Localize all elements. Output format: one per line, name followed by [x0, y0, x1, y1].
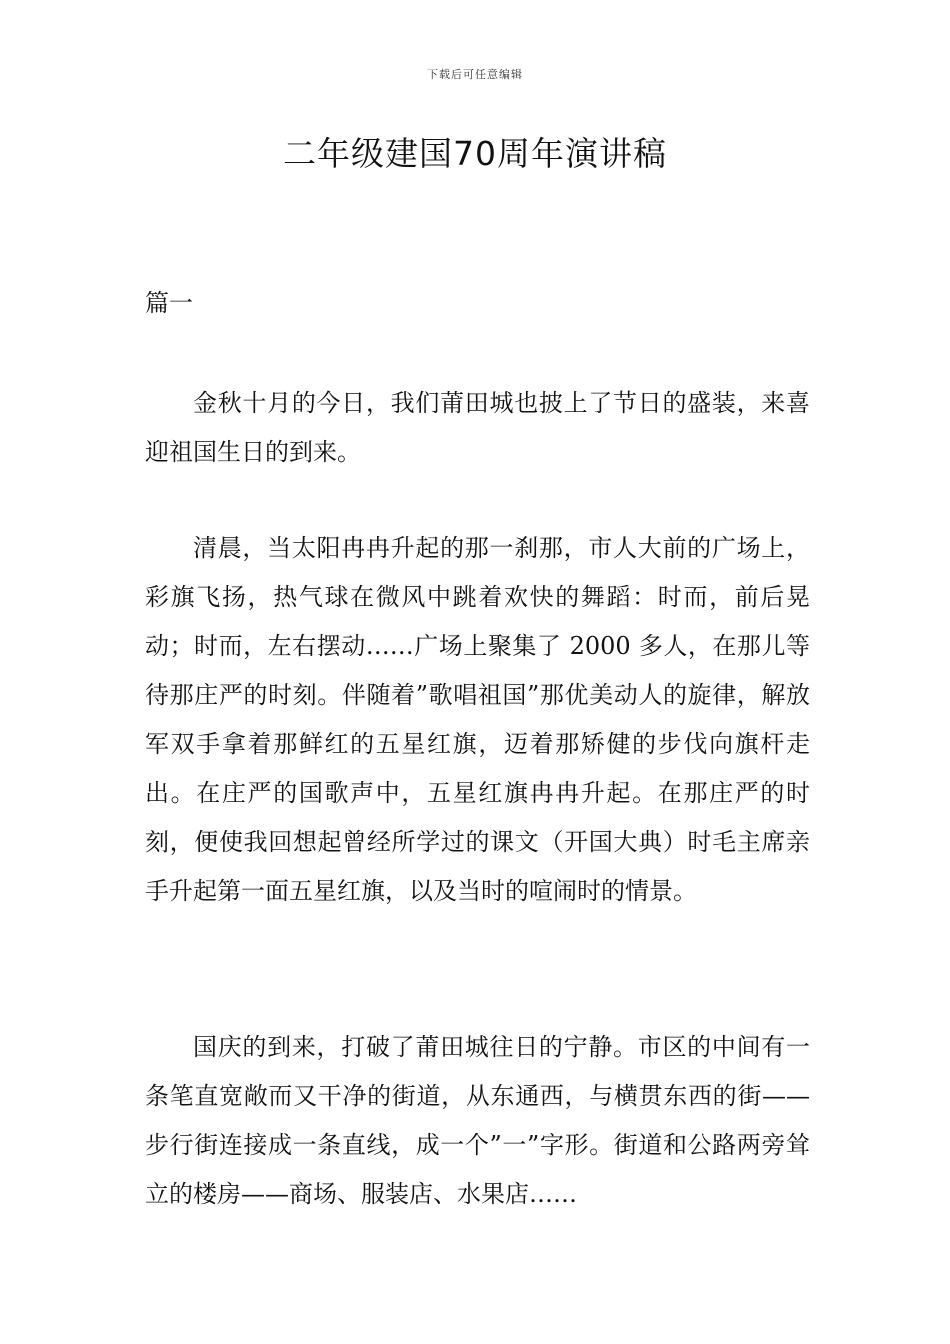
paragraph: 清晨，当太阳冉冉升起的那一刹那，市人大前的广场上，彩旗飞扬，热气球在微风中跳着欢快的舞蹈：时而，前后晃动；时而，左右摆动……广场上聚集了 2000 多人，在那儿等待那庄严的时刻。伴随着”歌唱祖国”那优美动人的旋律，解放军双手拿着那鲜红的五星红旗，迈着那矫健的步伐向旗杆走出。在庄严的国歌声中，五星红旗冉冉升起。在那庄严的时刻，便使我回想起曾经所学过的课文（开国大典）时毛主席亲手升起第一面五星红旗，以及当时的喧闹时的情景。 [145, 534, 810, 905]
paragraph: 金秋十月的今日，我们莆田城也披上了节日的盛装，来喜迎祖国生日的到来。 [145, 389, 810, 466]
paragraph-1-block [145, 379, 810, 477]
document-title: 二年级建国70周年演讲稿 [283, 134, 667, 173]
paragraph: 国庆的到来，打破了莆田城往日的宁静。市区的中间有一条笔直宽敞而又干净的街道，从东通西，与横贯东西的街——步行街连接成一条直线，成一个”一”字形。街道和公路两旁耸立的楼房——商场、服装店、水果店…… [145, 1033, 810, 1208]
section-label: 篇一 [145, 289, 193, 317]
paragraph-3-block [145, 1023, 810, 1219]
header-note: 下载后可任意编辑 [427, 68, 523, 81]
paragraph-2-block [145, 524, 810, 916]
